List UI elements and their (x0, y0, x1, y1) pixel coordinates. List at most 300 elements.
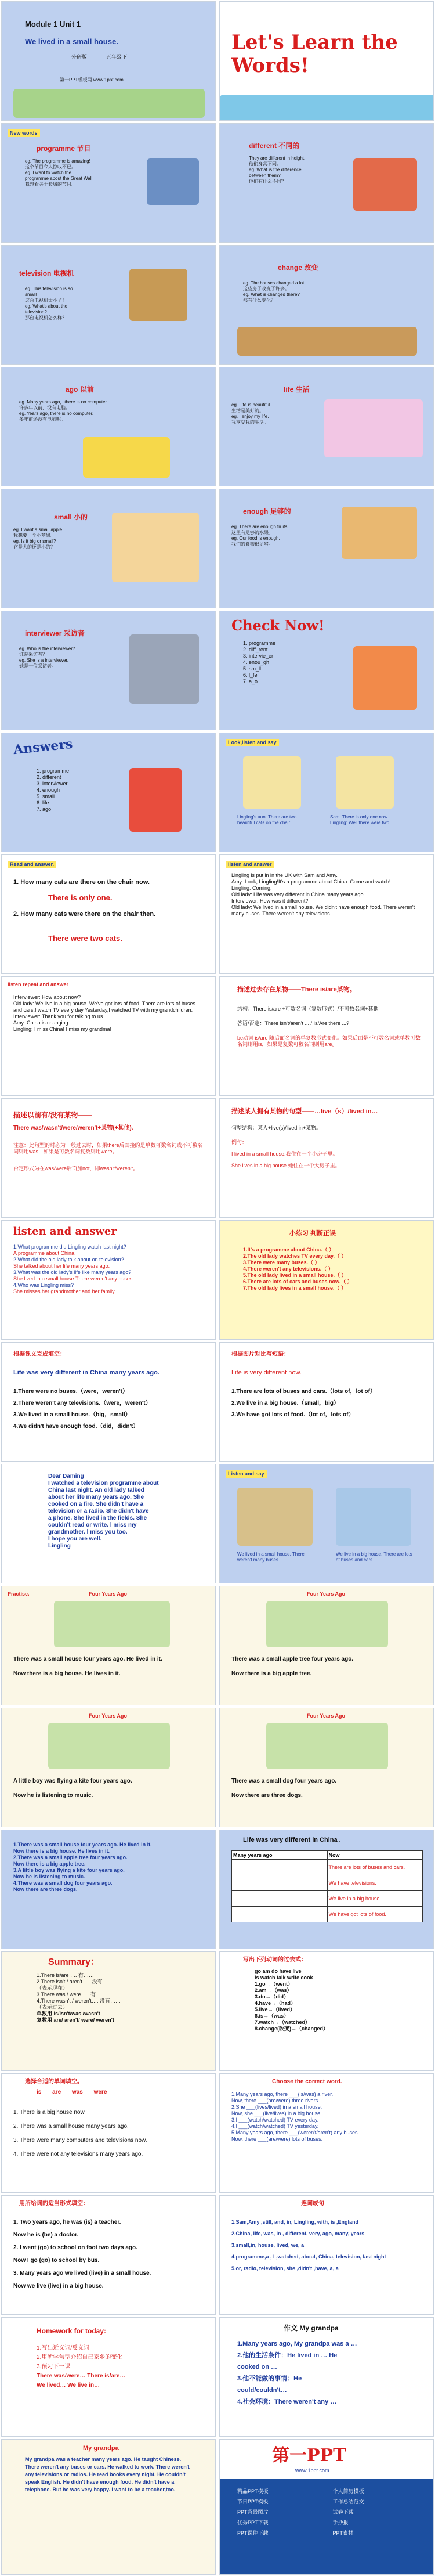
summary-line: 4.There wasn't / weren't…. 没有…… (37, 1998, 121, 2004)
listen-repeat-tag: listen repeat and answer (8, 982, 69, 987)
answer-item: 4. enough (37, 787, 60, 793)
letter-line: about her life many years ago. She (48, 1494, 144, 1500)
past-tense-line: 3.do→（did） (255, 1994, 289, 2000)
word-interviewer (25, 629, 85, 638)
summary-line: 复数用 are/ aren't/ were/ weren't (37, 2017, 114, 2023)
example-line: 这里有足够的水果。 (231, 530, 273, 535)
word-text: different (249, 142, 277, 150)
example-list (13, 527, 100, 550)
example-line: eg. Is it big or small? (13, 539, 56, 544)
slide-choose-correct (219, 2073, 434, 2193)
house-scene-image (54, 1601, 170, 1647)
table-cell: There are lots of buses and cars. (327, 1860, 423, 1875)
tv-image (147, 158, 199, 205)
word-television (19, 269, 74, 278)
cats-image-1 (243, 756, 301, 809)
example-line: eg. I enjoy my life. (231, 414, 269, 419)
dialogue-line: Lingling: I miss China! I miss my grandma! (13, 1026, 112, 1032)
slide-summary (1, 1951, 216, 2071)
example-list (25, 158, 129, 187)
homework-list (37, 2344, 199, 2390)
cats-image-2 (336, 756, 394, 809)
word-forms-item: Now we live (live) in a big house. (13, 2283, 104, 2289)
summary-line: 4.There was a small dog four years ago. (13, 1880, 113, 1886)
practise-tag: Practise. (8, 1591, 30, 1597)
years-ago-label: Four Years Ago (307, 1713, 346, 1719)
mushroom-image (353, 158, 417, 211)
slide-sentence-order (219, 2195, 434, 2315)
table-header: Many years ago (232, 1851, 328, 1860)
caption-1: Lingling's aunt.There are two beautiful cats on the chair. (237, 814, 297, 825)
old-house-image (237, 1488, 313, 1546)
dialogue-line: Interviewer: Thank you for talking to us. (13, 1013, 104, 1019)
word-different (249, 141, 299, 150)
word-forms-item: 1. Two years ago, he was (is) a teacher. (13, 2219, 121, 2225)
example-line: television? (25, 309, 47, 315)
look-listen-tag: Look,listen and say (226, 739, 279, 746)
dialogue-line: Old lady: We live in a big house. We've got lots of food. There are lots of buses and cars.I watch TV every day.Yesterday,I watched TV with my grandchildren. (13, 1001, 195, 1013)
past-tense-line: is watch talk write cook (255, 1975, 313, 1980)
word-cn: 生活 (295, 385, 310, 394)
past-tense-line: 8.change(改变)→（changed） (255, 2026, 329, 2032)
word-text: small (54, 513, 72, 521)
choose-title: 选择合适的单词填空。 (25, 2079, 83, 2085)
summary-list (37, 1972, 199, 2023)
answer-item: 1. programme (37, 768, 70, 774)
slide-programme (1, 123, 216, 243)
example-line: 她是一位采访者。 (19, 663, 56, 669)
choose-item: 1. There is a big house now. (13, 2109, 86, 2116)
past-tense-line: 4.have→（had） (255, 2000, 296, 2006)
tree-scene-image (266, 1601, 388, 1647)
picture-list (231, 1386, 429, 1421)
true-false-item: 5.The old lady lived in a small house.（ ） (243, 1272, 347, 1278)
summary-line: Now there is a big house. He lives in it. (13, 1848, 110, 1854)
fill-item: 4.We didn't have enough food.（did，didn't） (13, 1423, 139, 1430)
sentence-2: Now there is a big apple tree. (231, 1671, 312, 1677)
grammar-line: 结构：There is/are +可数名词（复数形式）/不可数名词+其他 (237, 1006, 379, 1012)
sentence-order-list (231, 2216, 429, 2274)
example-line: eg. Who is the interviewer? (19, 646, 75, 651)
example-line: eg. She is a interviewer. (19, 658, 68, 663)
sea-image (220, 95, 434, 121)
question-line: 1.What programme did Lingling watch last night? (13, 1244, 126, 1250)
word-forms-item: Now he is (be) a doctor. (13, 2232, 79, 2238)
example-line: between them? (249, 173, 281, 178)
example-line: eg. I want a small apple. (13, 527, 64, 532)
table-row (232, 1875, 423, 1891)
publisher: 外研版 (71, 54, 88, 60)
dialogue-line: Amy: China is changing. (13, 1020, 70, 1026)
table-title: Life was very different in China . (243, 1837, 341, 1843)
example-list (231, 524, 330, 547)
choose-options: is are was were (37, 2089, 107, 2095)
caption-2: Sam: There is only one now. Lingling: Well,there were two. (330, 814, 391, 825)
slide-check-now (219, 611, 434, 730)
true-false-item: 7.The old lady lives in a small house.（ ） (243, 1285, 347, 1291)
table-row (232, 1891, 423, 1907)
homework-line: There was/were… There is/are… (37, 2373, 126, 2379)
slide-live-in (219, 1098, 434, 1218)
answer-list (37, 768, 124, 813)
check-now-title: Check Now! (231, 617, 325, 634)
advert-link[interactable]: 手抄报 (332, 2520, 349, 2526)
word-cn: 足够的 (270, 507, 291, 515)
advert-link[interactable]: PPT背景图片 (237, 2509, 269, 2515)
word-programme (37, 144, 90, 153)
question-line: 3.What was the old lady's life like many years ago? (13, 1269, 132, 1275)
past-tense-line: go am do have live (255, 1968, 302, 1974)
table-header: Now (327, 1851, 423, 1860)
homework-line: 2.用所学句型介绍自己家乡的变化 (37, 2354, 123, 2361)
slide-letter (1, 1464, 216, 1583)
example-line: programme about the Great Wall. (25, 176, 94, 181)
grammar-title: 描述过去存在某物——There is/are某物。 (237, 986, 356, 993)
example-list (19, 399, 135, 423)
table-cell: We have televisions. (327, 1875, 423, 1891)
composition-line: 2.他的生活条件：He lived in … He (237, 2352, 338, 2359)
check-item: 6. l_fe (243, 672, 258, 678)
sentence-1: There was a small apple tree four years ago. (231, 1656, 354, 1662)
table-cell: We have got lots of food. (327, 1907, 423, 1922)
slide-there-was-were (1, 1098, 216, 1218)
example-list (249, 156, 347, 185)
example-line: eg. This television is so (25, 286, 73, 291)
answer-item: 7. ago (37, 806, 52, 812)
children-image (324, 399, 423, 457)
past-tense-line: 6.is→（was） (255, 2013, 289, 2019)
summary-line: （表示过去） (37, 2004, 68, 2010)
word-cn: 改变 (304, 264, 318, 272)
word-text: ago (66, 385, 78, 394)
composition-line: 4.社会环境：There weren't any … (237, 2398, 337, 2405)
grammar-title: 描述以前有/没有某物—— (13, 1111, 92, 1119)
slide-listen-say (219, 1464, 434, 1583)
cartoon-character-image (353, 646, 417, 710)
sentence-order-item: 1.Sam,Amy ,still, and, in, Lingling, with, is ,England (231, 2219, 359, 2225)
past-tense-line: 1.go→（went） (255, 1981, 293, 1987)
advert-link[interactable]: 试卷下载 (332, 2509, 354, 2515)
true-false-item: 1.It's a programme about China.（ ） (243, 1247, 335, 1253)
choose-correct-item: 5.Many years ago, there ___(weren't/aren't) any buses. (231, 2130, 360, 2135)
example-list (25, 286, 112, 321)
onion-row-image (237, 327, 417, 356)
choose-correct-item: 3.I ___(watch/watched) TV every day. (231, 2117, 319, 2123)
table-cell (232, 1891, 328, 1907)
slide-practise-kite (1, 1708, 216, 1827)
slide-composition (219, 2317, 434, 2437)
choose-correct-title: Choose the correct word. (272, 2079, 342, 2085)
answer-item: 5. small (37, 793, 55, 799)
answer-line: She lived in a small house.There weren't any buses. (13, 1276, 134, 1282)
word-forms-list (13, 2216, 211, 2293)
letter-line: grandmother. I miss you too. (48, 1529, 128, 1535)
word-cn: 小的 (74, 513, 88, 521)
example-line: 多年前还没有电脑呢。 (19, 417, 66, 422)
example-line: 我想看关于长城的节目。 (25, 182, 76, 187)
fill-heading: Life was very different in China many years ago. (13, 1369, 160, 1376)
table-cell: We live in a big house. (327, 1891, 423, 1907)
example-line: eg. Many years ago，there is no computer. (19, 399, 108, 405)
caption-2: We live in a big house. There are lots of buses and cars. (336, 1552, 412, 1563)
answer-2: There were two cats. (48, 934, 122, 943)
sentence-2: Now there are three dogs. (231, 1792, 303, 1799)
slide-interviewer (1, 611, 216, 730)
check-item: 2. diff_rent (243, 647, 268, 652)
years-ago-label: Four Years Ago (307, 1591, 346, 1597)
picture-heading: Life is very different now. (231, 1369, 302, 1376)
advert-link[interactable]: 工作总结范文 (332, 2499, 364, 2505)
advert-link[interactable]: PPT素材 (332, 2530, 354, 2536)
homework-line: We lived… We live in… (37, 2382, 100, 2389)
sentence-order-title: 连词成句 (301, 2200, 324, 2207)
advert-link[interactable]: 精品PPT模板 (237, 2488, 269, 2494)
grammar-line: 例句： (231, 1139, 248, 1145)
question-line: 2.What did the old lady talk about on television? (13, 1257, 124, 1262)
slide-there-is-are (219, 976, 434, 1096)
advert-link[interactable]: 节日PPT模板 (237, 2499, 269, 2505)
life-table (231, 1850, 423, 1922)
choose-correct-item: 4.I ___(watch/watched) TV yesterday. (231, 2123, 319, 2129)
example-list (231, 402, 318, 425)
past-tense-list (255, 1968, 405, 2032)
past-tense-line: 2.am→（was） (255, 1987, 292, 1993)
letter-line: a phone. She lived in the fields. She (48, 1515, 147, 1521)
word-forms-item: Now I go (go) to school by bus. (13, 2257, 100, 2264)
bread-image (342, 507, 417, 559)
picture-title: 根据图片对比写短语： (231, 1351, 289, 1358)
sentence-1: There was a small house four years ago. He lived in it. (13, 1656, 162, 1662)
summary-line: （表示现在） (37, 1985, 68, 1991)
true-false-item: 2.The old lady watches TV every day.（ ） (243, 1253, 347, 1259)
answer-item: 3. interviewer (37, 781, 68, 786)
grammar-body-2: 否定形式为在was/were后面加not，即wasn't/weren't。 (13, 1166, 138, 1171)
advert-link[interactable]: PPT课件下载 (237, 2530, 269, 2536)
slide-answers (1, 733, 216, 852)
question-list (13, 1244, 205, 1295)
choose-correct-list (231, 2091, 429, 2142)
slide-practise-house (1, 1586, 216, 1705)
example-line: eg. What is changed there? (243, 292, 300, 297)
letter-line: television or a radio. She didn't have (48, 1508, 149, 1514)
fill-item: 1.There were no buses.（were，weren't） (13, 1388, 128, 1395)
word-text: interviewer (25, 629, 62, 637)
dialogue-line: Amy: Look, Lingling!It's a programme about China. Come and watch! (231, 879, 391, 885)
fill-item: 2.There weren't any televisions.（were，weren't） (13, 1400, 151, 1406)
summary-line: 单数用 is/isn't/was /wasn't (37, 2011, 100, 2016)
true-false-item: 4.There weren't any televisions.（ ） (243, 1266, 334, 1272)
dialogue-line: Lingling: Coming. (231, 885, 272, 891)
example-line: eg. I want to watch the (25, 170, 72, 175)
sentence-1: A little boy was flying a kite four years ago. (13, 1778, 132, 1784)
word-forms-item: 3. Many years ago we lived (live) in a small house. (13, 2270, 151, 2276)
slide-practise-summary (1, 1830, 216, 1949)
summary-line: 3.A little boy was flying a kite four years ago. (13, 1867, 125, 1873)
word-ago (66, 385, 94, 394)
grammar-line: 答语/否定：There isn't/aren't ... / Is/Are there ...? (237, 1020, 349, 1026)
summary-line: 2.There isn't / aren't …. 没有…… (37, 1979, 113, 1985)
table-cell (232, 1907, 328, 1922)
slide-listen-answer-questions (1, 1220, 216, 1340)
true-false-title: 小练习 判断正误 (289, 1230, 336, 1237)
table-cell (232, 1875, 328, 1891)
example-line: 谁是采访者？ (19, 652, 47, 657)
choose-item: 3. There were many computers and televisions now. (13, 2137, 147, 2144)
letter-line: Lingling (48, 1543, 71, 1549)
word-text: enough (243, 507, 269, 515)
slide-fill-text (1, 1342, 216, 1462)
grammar-body: 注意：此句型的时态为一般过去时，如果there后面接的是单数可数名词或不可数名词则用was，如果是可数名词复数则用were。 (13, 1142, 203, 1154)
slide-homework (1, 2317, 216, 2437)
slide-listen-answer-dialogue (219, 854, 434, 974)
essay-title: My grandpa (83, 2445, 119, 2452)
true-false-item: 3.There were many buses.（ ） (243, 1260, 320, 1265)
slide-advert (219, 2439, 434, 2575)
picture-item: 2.We live in a big house.（small，big） (231, 1400, 339, 1406)
lesson-title: We lived in a small house. (25, 37, 118, 46)
check-item: 7. a_o (243, 679, 258, 684)
question-line: 4.Who was Lingling miss? (13, 1282, 74, 1288)
composition-title: 作文 My grandpa (284, 2324, 339, 2332)
slide-practise-tree (219, 1586, 434, 1705)
lets-learn-title: Let's Learn the Words! (231, 31, 398, 77)
sentence-2: Now he is listening to music. (13, 1792, 93, 1799)
true-false-item: 6.There are lots of cars and buses now.（ ） (243, 1279, 353, 1285)
summary-list (13, 1842, 205, 1893)
choose-correct-item: 2.She ___(lives/lived) in a small house. (231, 2104, 322, 2110)
sentence-1: There was a small dog four years ago. (231, 1778, 337, 1784)
letter-line: cooked on a fire. She didn't have a (48, 1501, 144, 1507)
composition-line: 3.他不能做的事情：He (237, 2375, 302, 2382)
picture-item: 3.We have got lots of food.（lot of，lots of） (231, 1412, 354, 1418)
read-answer-tag: Read and answer. (8, 861, 56, 868)
choose-item: 4. There were not any televisions many years ago. (13, 2151, 143, 2158)
choose-correct-item: Now, there ___(are/were) three rivers. (231, 2098, 320, 2104)
word-cn: 电视机 (53, 269, 74, 277)
sentence-2: Now there is a big house. He lives in it. (13, 1671, 121, 1677)
composition-list (237, 2338, 423, 2408)
slide-small (1, 489, 216, 608)
example-line: They are different in height. (249, 156, 306, 161)
listen-answer-tag: listen and answer (226, 861, 274, 868)
example-line: 这个节目令人惊叹不已。 (25, 164, 76, 169)
example-line: 我想要一个小苹果。 (13, 533, 55, 538)
choose-item: 2. There was a small house many years ago. (13, 2123, 129, 2130)
advert-link[interactable]: 个人简历模板 (332, 2488, 364, 2494)
check-item: 3. intervie_er (243, 653, 274, 659)
site-credit: 第一PPT模板网 www.1ppt.com (60, 77, 124, 82)
check-list (243, 640, 330, 685)
small-house-image (112, 513, 199, 582)
sentence-order-item: 3.small,in, house, lived, we, a (231, 2242, 304, 2248)
word-small (54, 513, 88, 522)
slide-lets-learn (219, 1, 434, 121)
slide-title (1, 1, 216, 121)
homework-line: 3.预习下一课 (37, 2364, 71, 2370)
past-tense-title: 写出下列动词的过去式： (243, 1957, 307, 1963)
fill-title: 根据课文完成填空： (13, 1351, 66, 1358)
example-line: eg. What is the difference (249, 167, 302, 172)
example-line: 我们的食物很足够。 (231, 542, 273, 547)
answer-line: A programme about China. (13, 1250, 76, 1256)
word-text: programme (37, 145, 75, 153)
answer-line: She misses her grandmother and her family. (13, 1289, 116, 1294)
summary-line: Now there are three dogs. (13, 1886, 78, 1892)
picture-item: 1.There are lots of buses and cars.（lots of，lot of） (231, 1388, 376, 1395)
example-line: eg. The houses changed a lot. (243, 280, 306, 286)
fill-list (13, 1386, 211, 1433)
example-line: eg. Years ago, there is no computer. (19, 411, 94, 416)
television-image (129, 269, 187, 321)
answers-title: Answers (12, 736, 74, 758)
slide-change (219, 245, 434, 365)
table-cell (232, 1860, 328, 1875)
word-cn: 节目 (77, 145, 91, 153)
advert-link[interactable]: 优秀PPT下载 (237, 2520, 269, 2526)
word-enough (243, 507, 291, 516)
choose-correct-item: Now, she ___(live/lives) in a big house. (231, 2110, 322, 2116)
slide-read-answer (1, 854, 216, 974)
grammar-subtitle: There was/wasn't/were/weren't+某物(+其他). (13, 1125, 133, 1131)
slide-past-tense (219, 1951, 434, 2071)
cartoon-kids-image (13, 89, 205, 118)
grammar-note: be动词 is/are 随后面名词的单复数形式变化。如果后面是不可数名词或单数可数名词则用is，如果是复数可数名词则用are。 (237, 1035, 421, 1047)
grammar-line: I lived in a small house.我住在一个小房子里。 (231, 1151, 338, 1157)
summary-line: 1.There was a small house four years ago. He lived in it. (13, 1842, 152, 1848)
example-line: 这台电视机太小了！ (25, 298, 67, 303)
example-line: 生活是美好的。 (231, 408, 264, 413)
grammar-line: She lives in a big house.她住在一个大房子里。 (231, 1163, 340, 1168)
example-line: eg. Our food is enough. (231, 536, 280, 541)
advert-brand: 第一PPT (272, 2445, 346, 2466)
slide-look-listen-say (219, 733, 434, 852)
dialogue-line: Interviewer: How was it different? (231, 898, 309, 904)
module-title: Module 1 Unit 1 (25, 20, 81, 28)
composition-line: cooked on … (237, 2364, 278, 2371)
dialogue-line: Old lady: We lived in a small house. We didn't have enough food. There weren't many buses. There weren't any televisions. (231, 904, 415, 917)
example-line: 我享受我的生活。 (231, 420, 269, 425)
example-line: 他们有什么不同？ (249, 179, 286, 184)
pikachu-image (83, 437, 170, 478)
example-line: 那台电视机怎么样？ (25, 315, 67, 320)
example-line: eg. What's about the (25, 304, 68, 309)
dog-scene-image (266, 1723, 388, 1769)
word-cn: 以前 (79, 385, 94, 394)
check-item: 5. sm_ll (243, 666, 262, 672)
grammar-title: 描述某人拥有某物的句型——…live（s）/lived in… (231, 1108, 378, 1115)
slide-life (219, 367, 434, 486)
slide-choose-words (1, 2073, 216, 2193)
letter-line: I watched a television programme about (48, 1480, 159, 1487)
advert-site: www.1ppt.com (295, 2467, 329, 2473)
table-row (232, 1860, 423, 1875)
example-list (19, 646, 112, 669)
example-line: eg. Life is beautiful. (231, 402, 271, 407)
summary-title: Summary： (48, 1957, 100, 1967)
choose-correct-item: 1.Many years ago, there ___(is/was) a river. (231, 2091, 334, 2097)
table-row (232, 1907, 423, 1922)
grade: 五年级下 (106, 54, 128, 60)
chili-character-image (129, 768, 182, 832)
slide-different (219, 123, 434, 243)
slide-television (1, 245, 216, 365)
slide-practise-dog (219, 1708, 434, 1827)
example-line: 它是大的还是小的？ (13, 544, 55, 550)
caption-1: We lived in a small house. There weren't many buses. (237, 1552, 304, 1563)
dialogue-line: Interviewer: How about now? (13, 994, 81, 1000)
slide-true-false (219, 1220, 434, 1340)
choose-correct-item: Now, there ___(are/were) lots of buses. (231, 2136, 323, 2142)
